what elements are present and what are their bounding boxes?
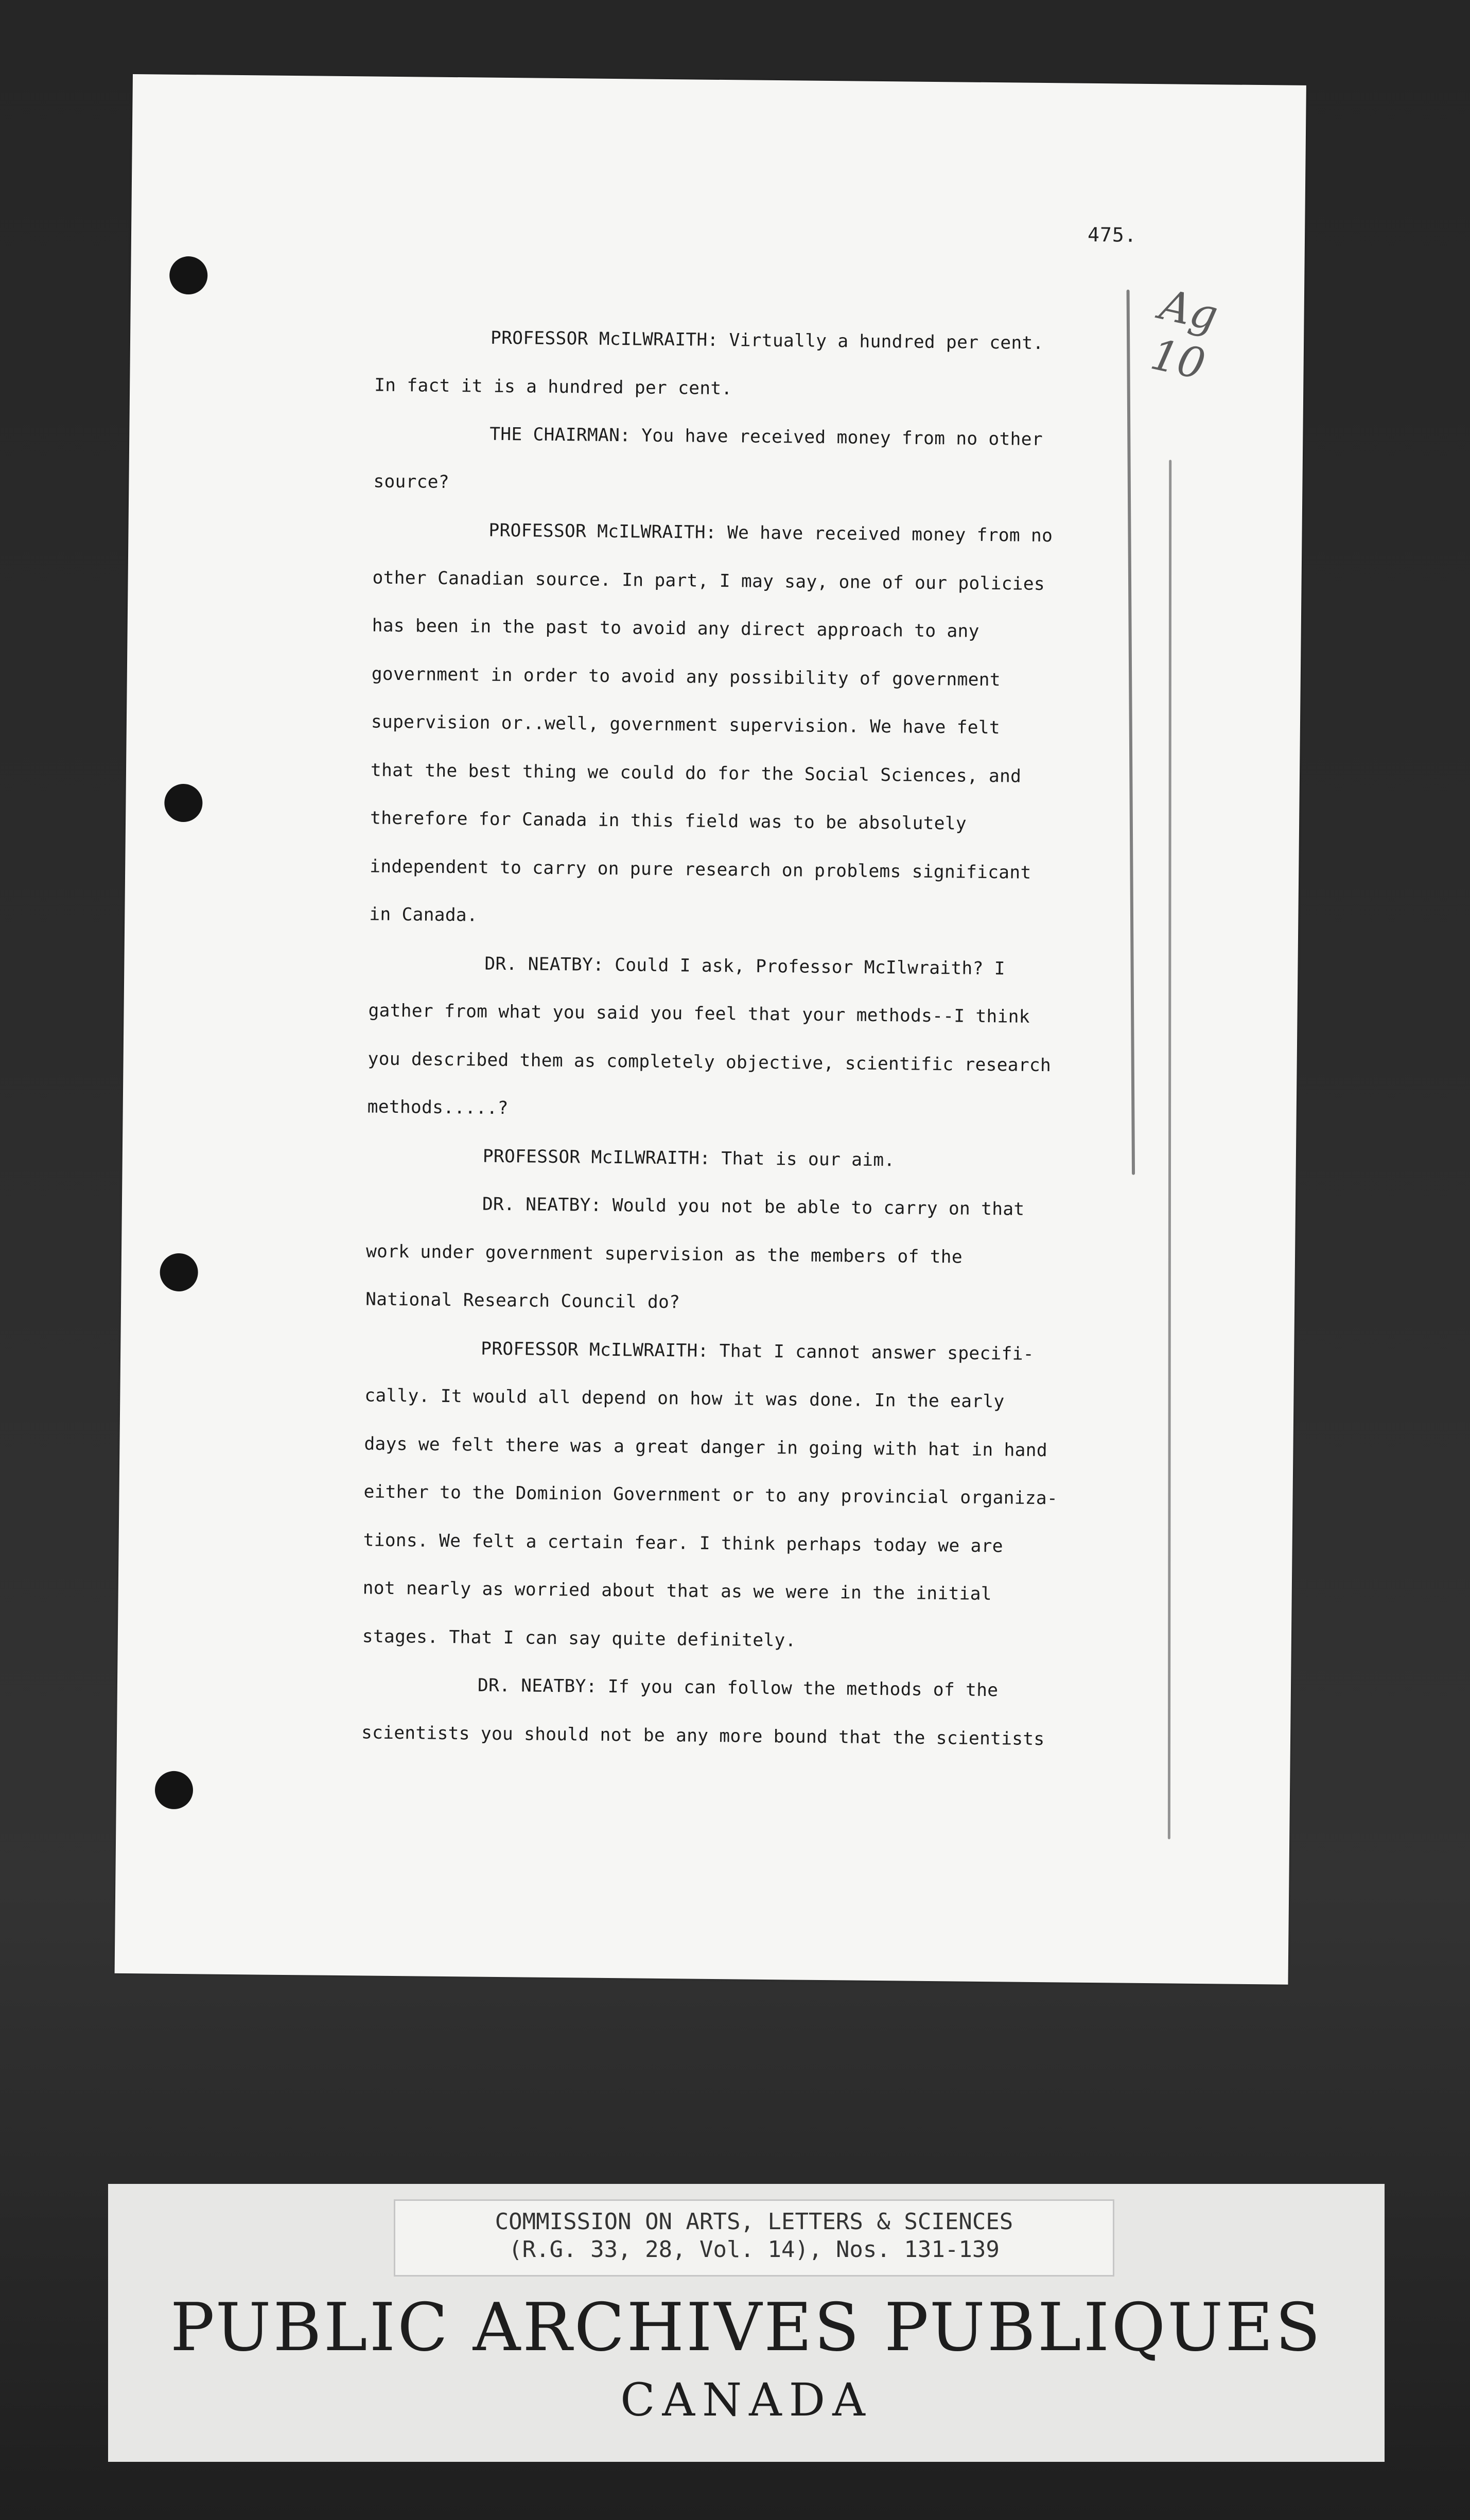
transcript-line: government in order to avoid any possibility of government [371, 663, 1001, 690]
page-number: 475. [1087, 223, 1137, 247]
transcript-line: independent to carry on pure research on problems significant [370, 855, 1031, 883]
transcript-line: in Canada. [369, 904, 478, 926]
transcript-line: PROFESSOR McILWRAITH: We have received money from no [488, 520, 1053, 547]
transcript-line: PROFESSOR McILWRAITH: That I cannot answer specifi- [481, 1338, 1035, 1364]
transcript-line: tions. We felt a certain fear. I think perhaps today we are [363, 1529, 1004, 1556]
archive-label-strip [108, 2184, 1385, 2462]
transcript-line: either to the Dominion Government or to any provincial organiza- [363, 1481, 1058, 1509]
transcript-line: PROFESSOR McILWRAITH: Virtually a hundred per cent. [490, 327, 1044, 354]
margin-handwritten-note: Ag 10 [1146, 280, 1222, 390]
transcript-line: PROFESSOR McILWRAITH: That is our aim. [482, 1146, 895, 1170]
transcript-line: therefore for Canada in this field was to be absolutely [370, 808, 967, 834]
binder-hole-1 [169, 256, 208, 295]
transcript-line: DR. NEATBY: Would you not be able to carry on that [482, 1194, 1025, 1220]
transcript-line: scientists you should not be any more bound that the scientists [361, 1722, 1045, 1749]
transcript-line: DR. NEATBY: Could I ask, Professor McIlwraith? I [484, 953, 1005, 979]
transcript-line: source? [373, 471, 450, 493]
transcript-line: gather from what you said you feel that your methods--I think [368, 1000, 1030, 1027]
collection-reference: (R.G. 33, 28, Vol. 14), Nos. 131-139 [509, 2236, 1000, 2263]
transcript-line: that the best thing we could do for the Social Sciences, and [370, 759, 1022, 787]
margin-pencil-line-long [1168, 460, 1171, 1839]
binder-hole-3 [160, 1253, 198, 1292]
transcript-line: other Canadian source. In part, I may say, one of our policies [372, 567, 1045, 594]
transcript-line: has been in the past to avoid any direct approach to any [372, 615, 979, 642]
archive-name: PUBLIC ARCHIVES PUBLIQUES [170, 2289, 1323, 2366]
transcript-line: not nearly as worried about that as we were in the initial [362, 1578, 992, 1605]
transcript-line: In fact it is a hundred per cent. [374, 375, 732, 399]
archive-country: CANADA [620, 2373, 872, 2426]
transcript-line: DR. NEATBY: If you can follow the methods of the [477, 1675, 999, 1701]
document-page [115, 74, 1306, 1985]
transcript-line: THE CHAIRMAN: You have received money from no other [489, 424, 1043, 450]
binder-hole-4 [155, 1771, 194, 1810]
transcript-line: days we felt there was a great danger in going with hat in hand [364, 1433, 1048, 1461]
collection-reference-label [394, 2199, 1114, 2277]
transcript-line: supervision or..well, government supervision. We have felt [371, 711, 1001, 739]
transcript-line: you described them as completely objective, scientific research [367, 1048, 1052, 1076]
transcript-text [361, 313, 1132, 1764]
transcript-line: work under government supervision as the members of the [365, 1240, 963, 1268]
transcript-line: National Research Council do? [365, 1289, 680, 1313]
transcript-line: cally. It would all depend on how it was done. In the early [364, 1385, 1005, 1412]
transcript-line: methods.....? [367, 1096, 509, 1119]
collection-title: COMMISSION ON ARTS, LETTERS & SCIENCES [495, 2209, 1013, 2235]
transcript-line: stages. That I can say quite definitely. [362, 1625, 796, 1651]
binder-hole-2 [164, 784, 203, 822]
